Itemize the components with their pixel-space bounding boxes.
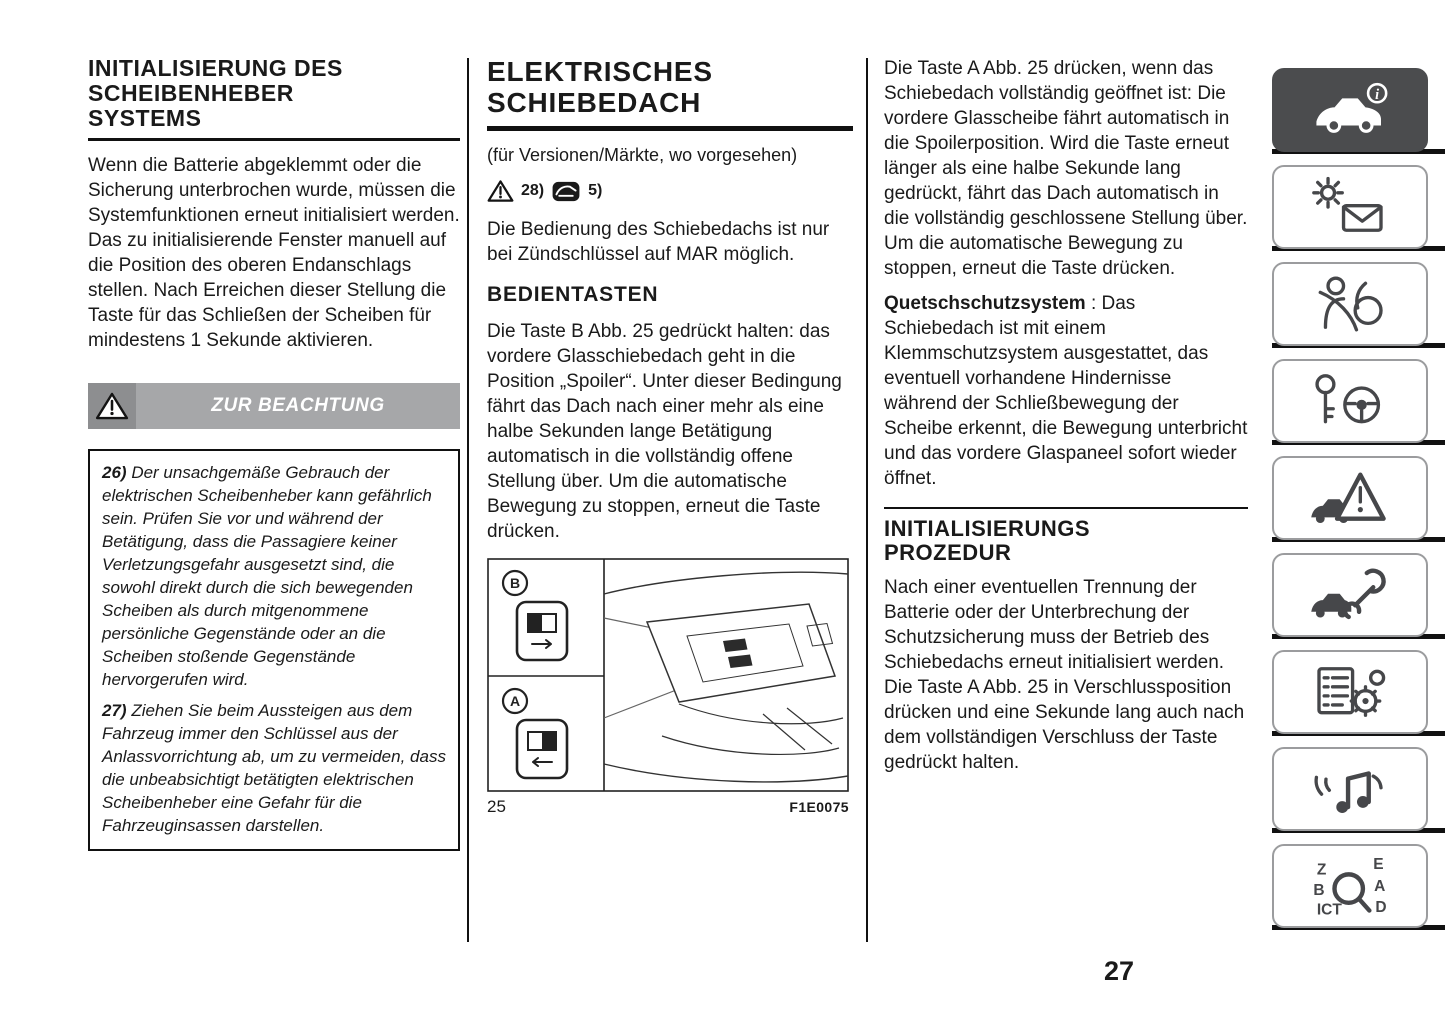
index-letter: B [1313,882,1325,900]
figure-sunroof-controls [487,558,849,817]
section-heading-sunroof [487,56,853,118]
sidebar-tab-starting-driving[interactable] [1272,359,1428,443]
sidebar-tab-multimedia[interactable] [1272,747,1428,831]
sunroof-symbol-icon [551,180,581,203]
sidebar-slot [1272,68,1445,154]
note-text: Der unsachgemäße Gebrauch der elektrischen Scheibenheber kann gefährlich sein. Prüfen Sie vor und während der Betätigung, dass die Passagiere keiner Verletzungsgefahr ausgesetzt sind, die sowohl direkt durch die sich bewegenden Scheiben als durch mitgenommene persönliche Gegenstände oder an die Scheiben stoßende Gegenstände hervorgerufen wird. [102,463,432,689]
sidebar-tab-technical-data[interactable] [1272,650,1428,734]
sidebar-tab-safety[interactable] [1272,262,1428,346]
technical-data-icon [1306,661,1394,723]
column-divider [467,58,469,942]
heading-line: ELEKTRISCHES [487,56,713,87]
sidebar-tab-vehicle-info[interactable] [1272,68,1428,152]
note-26 [102,461,446,691]
subheading-initialisation-procedure [884,517,1248,565]
warning-triangle-icon [88,383,136,429]
heading-line: SCHIEBEDACH [487,87,702,118]
sunroof-controls-illustration [487,558,849,792]
sidebar-tab-index[interactable] [1272,844,1428,928]
warning-ref-number: 28) [521,182,545,199]
anti-pinch-term: Quetschschutzsystem [884,293,1086,314]
sidebar-slot [1272,650,1445,736]
subheading-controls: BEDIENTASTEN [487,283,659,306]
warning-banner [88,383,460,429]
vehicle-info-icon [1306,79,1394,141]
figure-code: F1E0075 [789,799,849,815]
column-sunroof-continued [884,56,1248,785]
column-window-initialisation [88,56,460,851]
note-number: 27) [102,701,127,720]
column-divider [866,58,868,942]
paragraph: Die Taste A Abb. 25 drücken, wenn das Schiebedach vollständig geöffnet ist: Die vordere Glasscheibe fährt automatisch in die Spoilerposition. Wird die Taste erneut länger als eine halbe Sekunde lang gedrückt, fährt das Dach automatisch in die vollständig geschlossene Stellung über. Um die automatische Bewegung zu stoppen, erneut die Taste drücken. [884,58,1248,279]
index-letter: E [1373,856,1384,874]
heading-rule [487,126,853,131]
warning-references [487,179,853,203]
figure-button-label-a: A [509,693,521,709]
heading-line: PROZEDUR [884,540,1012,565]
index-letter: A [1374,878,1386,896]
warning-banner-label: ZUR BEACHTUNG [211,395,385,416]
paragraph: Nach einer eventuellen Trennung der Batterie oder der Unterbrechung der Schutzsicherung muss der Betrieb des Schiebedachs erneut initialisiert werden. Die Taste A Abb. 25 in Verschlussposition drücken und eine Sekunde lang auch nach dem vollständigen Verschluss der Taste gedrückt halten. [884,577,1245,773]
sidebar-slot [1272,165,1445,251]
paragraph: Die Taste B Abb. 25 gedrückt halten: das vordere Glasschiebedach geht in die Position „Spoiler“. Unter dieser Bedingung fährt das Dach nach einer mehr als eine halbe Sekunden lange Betätigung automatisch in die vollständig offene Stellung über. Um die automatische Bewegung zu stoppen, erneut die Taste drücken. [487,321,842,542]
sidebar-slot [1272,359,1445,445]
section-heading-window-init [88,56,460,131]
heading-rule [884,507,1248,509]
sidebar-slot [1272,844,1445,930]
note-27 [102,699,446,837]
safety-icon [1306,273,1394,335]
sidebar-tab-warning-lights-messages[interactable] [1272,165,1428,249]
warning-lights-messages-icon [1306,176,1394,238]
emergency-icon [1306,467,1394,529]
index-letter: D [1375,898,1387,916]
column-electric-sunroof [487,56,853,817]
index-icon [1306,855,1394,917]
applicability-note: (für Versionen/Märkte, wo vorgesehen) [487,145,798,165]
sidebar-slot [1272,747,1445,833]
heading-line: SCHEIBENHEBER [88,80,294,106]
anti-pinch-text: : Das Schiebedach ist mit einem Klemmschutzsystem ausgestattet, das eventuell vorhandene Hindernisse während der Schließbewegung der Scheibe erkennt, die Bewegung unterbricht und das vordere Glaspaneel sofort wieder öffnet. [884,293,1248,489]
svg-text:i: i [1375,87,1380,104]
sidebar-slot [1272,553,1445,639]
note-text: Ziehen Sie beim Aussteigen aus dem Fahrzeug immer den Schlüssel aus der Anlassvorrichtung ab, um zu vermeiden, dass die unbeabsichtigt betätigten elektrischen Scheibenheber eine Gefahr für die Fahrzeuginsassen darstellen. [102,701,446,835]
paragraph: Die Bedienung des Schiebedachs ist nur bei Zündschlüssel auf MAR möglich. [487,219,830,265]
figure-number: 25 [487,797,506,816]
heading-line: SYSTEMS [88,105,202,131]
heading-line: INITIALISIERUNG DES [88,55,343,81]
page-number: 27 [1103,956,1134,986]
warning-triangle-icon [487,179,514,203]
caution-notes-box [88,449,460,851]
figure-caption [487,797,849,817]
paragraph-anti-pinch [884,291,1248,491]
sidebar-slot [1272,262,1445,348]
multimedia-icon [1306,758,1394,820]
index-letter: ICT [1316,901,1342,917]
sidebar-tab-servicing-maintenance[interactable] [1272,553,1428,637]
figure-button-label-b: B [509,575,521,591]
note-number: 26) [102,463,127,482]
paragraph: Wenn die Batterie abgeklemmt oder die Sicherung unterbrochen wurde, müssen die Systemfunktionen erneut initialisiert werden. Das zu initialisierende Fenster manuell auf die Position des oberen Endanschlags stellen. Nach Erreichen dieser Stellung die Taste für das Schließen der Scheiben für mindestens 1 Sekunde aktivieren. [88,155,460,351]
sidebar-slot [1272,456,1445,542]
heading-line: INITIALISIERUNGS [884,516,1091,541]
index-letter: Z [1316,861,1327,879]
heading-rule [88,138,460,141]
starting-driving-icon [1306,370,1394,432]
warning-ref-number: 5) [588,182,603,199]
sidebar-tab-emergency[interactable] [1272,456,1428,540]
servicing-maintenance-icon [1306,564,1394,626]
